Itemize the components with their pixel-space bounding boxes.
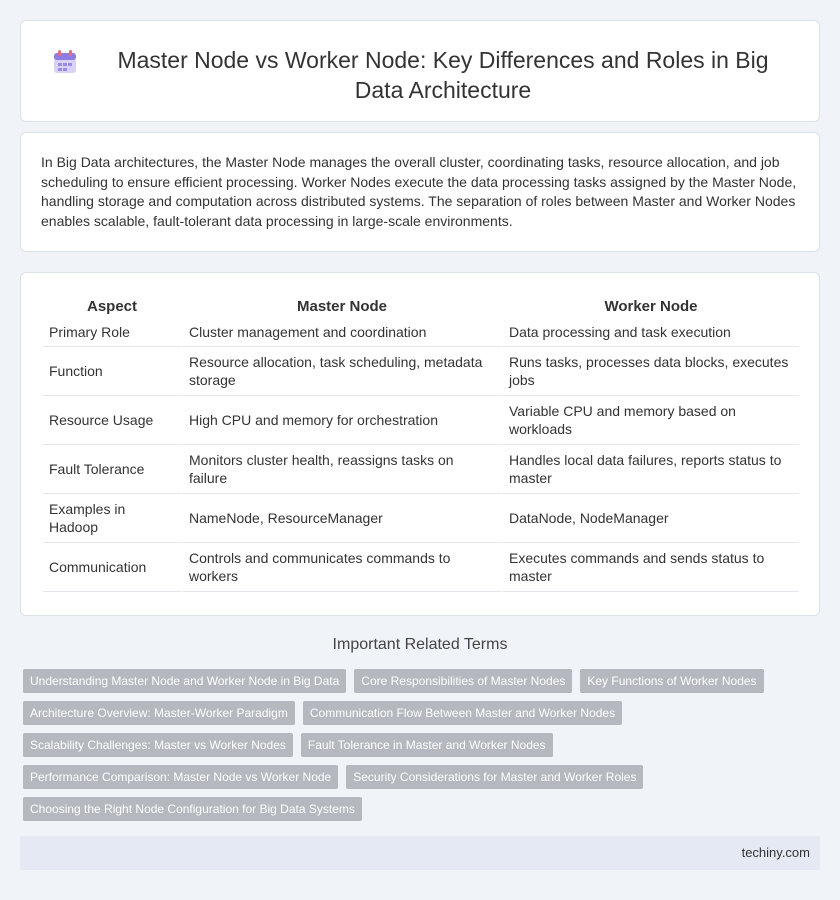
worker-cell: Executes commands and sends status to master xyxy=(501,543,799,592)
worker-cell: Variable CPU and memory based on workloads xyxy=(501,396,799,445)
related-term-tag[interactable]: Fault Tolerance in Master and Worker Nodes xyxy=(301,733,553,757)
footer-bar xyxy=(20,836,820,870)
comparison-table xyxy=(43,295,799,592)
worker-cell: Handles local data failures, reports status to master xyxy=(501,445,799,494)
master-cell: NameNode, ResourceManager xyxy=(181,494,501,543)
table-row xyxy=(43,317,799,347)
intro-paragraph: In Big Data architectures, the Master Node manages the overall cluster, coordinating tasks, resource allocation, and job scheduling to ensure efficient processing. Worker Nodes execute the data processing tasks assigned by the Master Node, handling storage and computation across distributed systems. The separation of roles between Master and Worker Nodes enables scalable, fault-tolerant data processing in large-scale environments. xyxy=(41,154,797,229)
page-title: Master Node vs Worker Node: Key Differences and Roles in Big Data Architecture xyxy=(117,47,769,103)
table-header-row xyxy=(43,295,799,317)
related-term-tag[interactable]: Core Responsibilities of Master Nodes xyxy=(354,669,572,693)
related-term-tag[interactable]: Understanding Master Node and Worker Node in Big Data xyxy=(23,669,346,693)
column-header-master: Master Node xyxy=(181,295,501,317)
related-term-tag[interactable]: Communication Flow Between Master and Worker Nodes xyxy=(303,701,622,725)
worker-cell: Runs tasks, processes data blocks, executes jobs xyxy=(501,347,799,396)
table-row xyxy=(43,445,799,494)
table-row xyxy=(43,494,799,543)
aspect-cell: Resource Usage xyxy=(43,396,181,445)
table-row xyxy=(43,396,799,445)
aspect-cell: Primary Role xyxy=(43,317,181,347)
table-row xyxy=(43,543,799,592)
worker-cell: DataNode, NodeManager xyxy=(501,494,799,543)
related-term-tag[interactable]: Scalability Challenges: Master vs Worker Nodes xyxy=(23,733,293,757)
related-term-tag[interactable]: Security Considerations for Master and Worker Roles xyxy=(346,765,643,789)
aspect-cell: Function xyxy=(43,347,181,396)
footer-site-link[interactable]: techiny.com xyxy=(741,845,810,860)
master-cell: High CPU and memory for orchestration xyxy=(181,396,501,445)
title-card xyxy=(20,20,820,122)
calendar-icon xyxy=(52,49,78,75)
related-terms-list xyxy=(23,669,823,821)
master-cell: Resource allocation, task scheduling, metadata storage xyxy=(181,347,501,396)
master-cell: Cluster management and coordination xyxy=(181,317,501,347)
related-terms-heading: Important Related Terms xyxy=(332,636,508,653)
intro-card xyxy=(20,132,820,252)
column-header-aspect: Aspect xyxy=(86,298,138,315)
column-header-worker: Worker Node xyxy=(501,295,799,317)
related-term-tag[interactable]: Architecture Overview: Master-Worker Paradigm xyxy=(23,701,295,725)
master-cell: Controls and communicates commands to workers xyxy=(181,543,501,592)
aspect-cell: Fault Tolerance xyxy=(43,445,181,494)
master-cell: Monitors cluster health, reassigns tasks on failure xyxy=(181,445,501,494)
aspect-cell: Communication xyxy=(43,543,181,592)
related-term-tag[interactable]: Choosing the Right Node Configuration for Big Data Systems xyxy=(23,797,362,821)
worker-cell: Data processing and task execution xyxy=(501,317,799,347)
related-term-tag[interactable]: Performance Comparison: Master Node vs Worker Node xyxy=(23,765,338,789)
comparison-card xyxy=(20,272,820,616)
related-term-tag[interactable]: Key Functions of Worker Nodes xyxy=(580,669,763,693)
aspect-cell: Examples in Hadoop xyxy=(43,494,181,543)
table-row xyxy=(43,347,799,396)
